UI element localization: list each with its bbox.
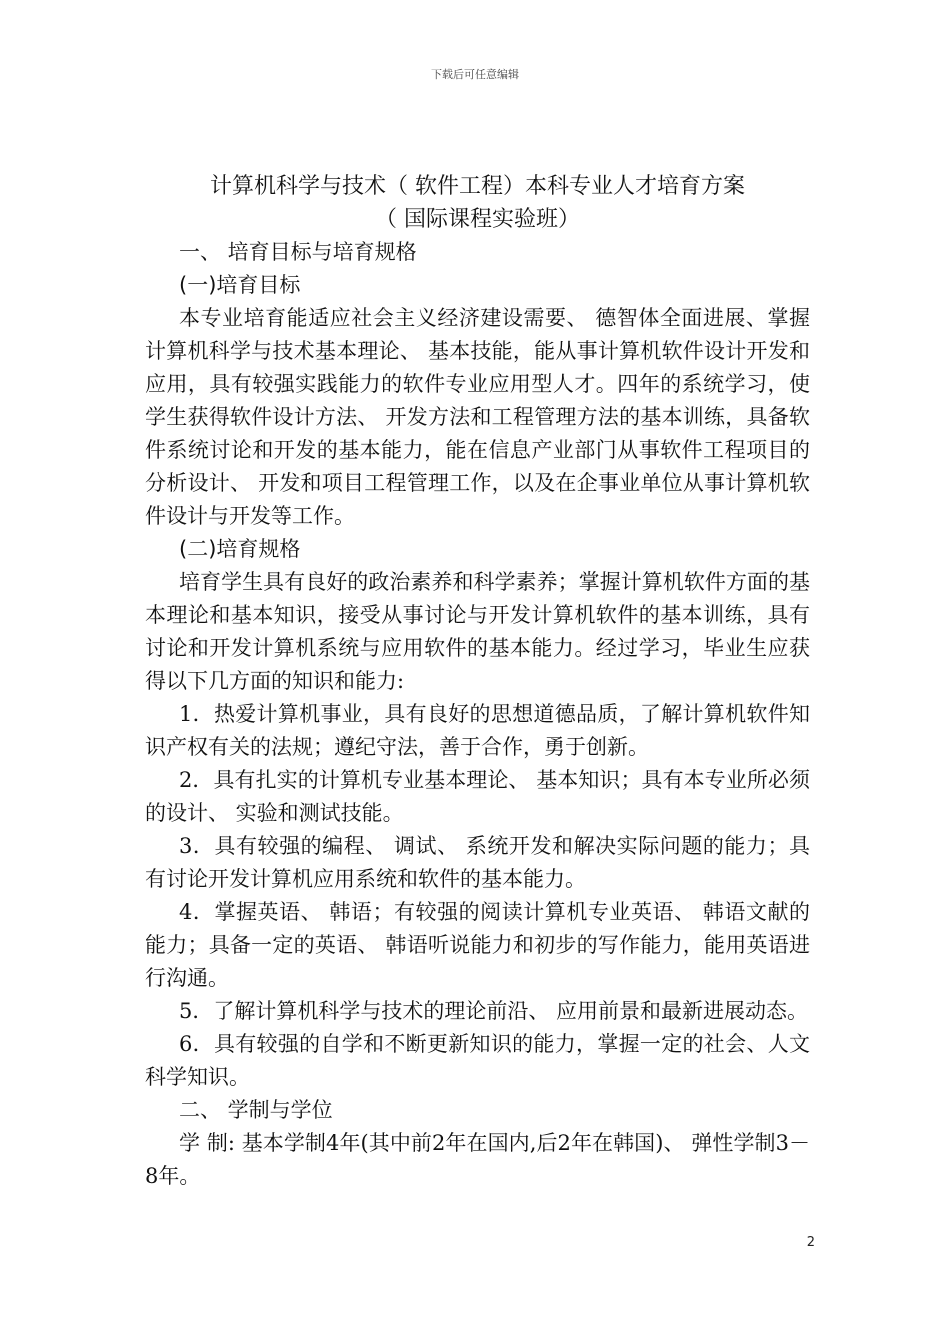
list-item: 2．具有扎实的计算机专业基本理论、 基本知识；具有本专业所必须的设计、 实验和测试技能。 bbox=[145, 768, 810, 825]
document-title: 计算机科学与技术（ 软件工程）本科专业人才培育方案 bbox=[210, 174, 745, 199]
subsection-heading-2: (二)培育规格 bbox=[179, 537, 301, 561]
subsection-heading-1: (一)培育目标 bbox=[179, 273, 301, 297]
list-item: 3．具有较强的编程、 调试、 系统开发和解决实际问题的能力；具有讨论开发计算机应用系统和软件的基本能力。 bbox=[145, 834, 810, 891]
paragraph-duration: 学 制: 基本学制4年(其中前2年在国内,后2年在韩国)、 弹性学制3－8年。 bbox=[145, 1131, 810, 1188]
paragraph-objective: 本专业培育能适应社会主义经济建设需要、 德智体全面进展、掌握计算机科学与技术基本理论、 基本技能，能从事计算机软件设计开发和应用，具有较强实践能力的软件专业应用型人才。四年的系统学习，使学生获得软件设计方法、 开发方法和工程管理方法的基本训练，具备软件系统讨论和开发的基本能力，能在信息产业部门从事软件工程项目的分析设计、 开发和项目工程管理工作，以及在企事业单位从事计算机软件设计与开发等工作。 bbox=[145, 306, 810, 528]
page-number: 2 bbox=[806, 1235, 815, 1250]
header-note: 下载后可任意编辑 bbox=[431, 68, 519, 81]
list-item: 5．了解计算机科学与技术的理论前沿、 应用前景和最新进展动态。 bbox=[179, 999, 809, 1023]
document-body bbox=[145, 170, 810, 1193]
list-item: 4．掌握英语、 韩语；有较强的阅读计算机专业英语、 韩语文献的能力；具备一定的英语、 韩语听说能力和初步的写作能力，能用英语进行沟通。 bbox=[145, 900, 810, 990]
list-item: 6．具有较强的自学和不断更新知识的能力，掌握一定的社会、人文科学知识。 bbox=[145, 1032, 810, 1089]
paragraph-spec-intro: 培育学生具有良好的政治素养和科学素养；掌握计算机软件方面的基本理论和基本知识，接受从事讨论与开发计算机软件的基本训练，具有讨论和开发计算机系统与应用软件的基本能力。经过学习，毕业生应获得以下几方面的知识和能力: bbox=[145, 570, 810, 693]
document-subtitle: （ 国际课程实验班） bbox=[375, 207, 580, 232]
section-heading-1: 一、 培育目标与培育规格 bbox=[179, 240, 417, 264]
section-heading-2: 二、 学制与学位 bbox=[179, 1098, 333, 1122]
list-item: 1．热爱计算机事业，具有良好的思想道德品质，了解计算机软件知识产权有关的法规；遵纪守法，善于合作，勇于创新。 bbox=[145, 702, 810, 759]
